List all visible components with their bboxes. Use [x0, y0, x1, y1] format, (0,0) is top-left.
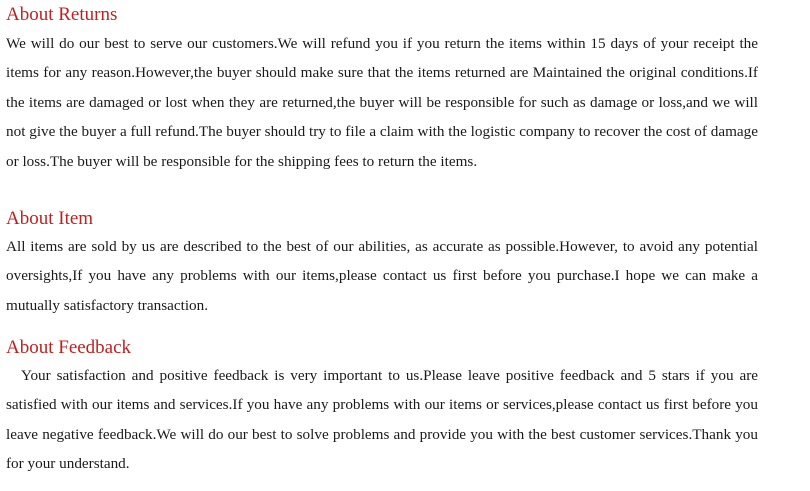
returns-section: [6, 4, 758, 176]
feedback-section: [6, 337, 758, 479]
returns-heading: About Returns: [6, 4, 118, 25]
item-body: All items are sold by us are described to the best of our abilities, as accurate as possible.However, to avoid any potential oversights,If you have any problems with our items,please contact us first before you purchase.I hope we can make a mutually satisfactory transaction.: [6, 238, 758, 314]
item-heading: About Item: [6, 208, 94, 229]
returns-body: We will do our best to serve our customers.We will refund you if you return the items within 15 days of your receipt the items for any reason.However,the buyer should make sure that the items returned are Maintained the original conditions.If the items are damaged or lost when they are returned,the buyer will be responsible for such as damage or loss,and we will not give the buyer a full refund.The buyer should try to file a claim with the logistic company to recover the cost of damage or loss.The buyer will be responsible for the shipping fees to return the items.: [6, 35, 758, 170]
feedback-body: Your satisfaction and positive feedback is very important to us.Please leave positive feedback and 5 stars if you are satisfied with our items and services.If you have any problems with our items or services,please contact us first before you leave negative feedback.We will do our best to solve problems and provide you with the best customer services.Thank you for your understand.: [6, 367, 758, 473]
item-section: [6, 208, 758, 320]
feedback-heading: About Feedback: [6, 337, 132, 358]
